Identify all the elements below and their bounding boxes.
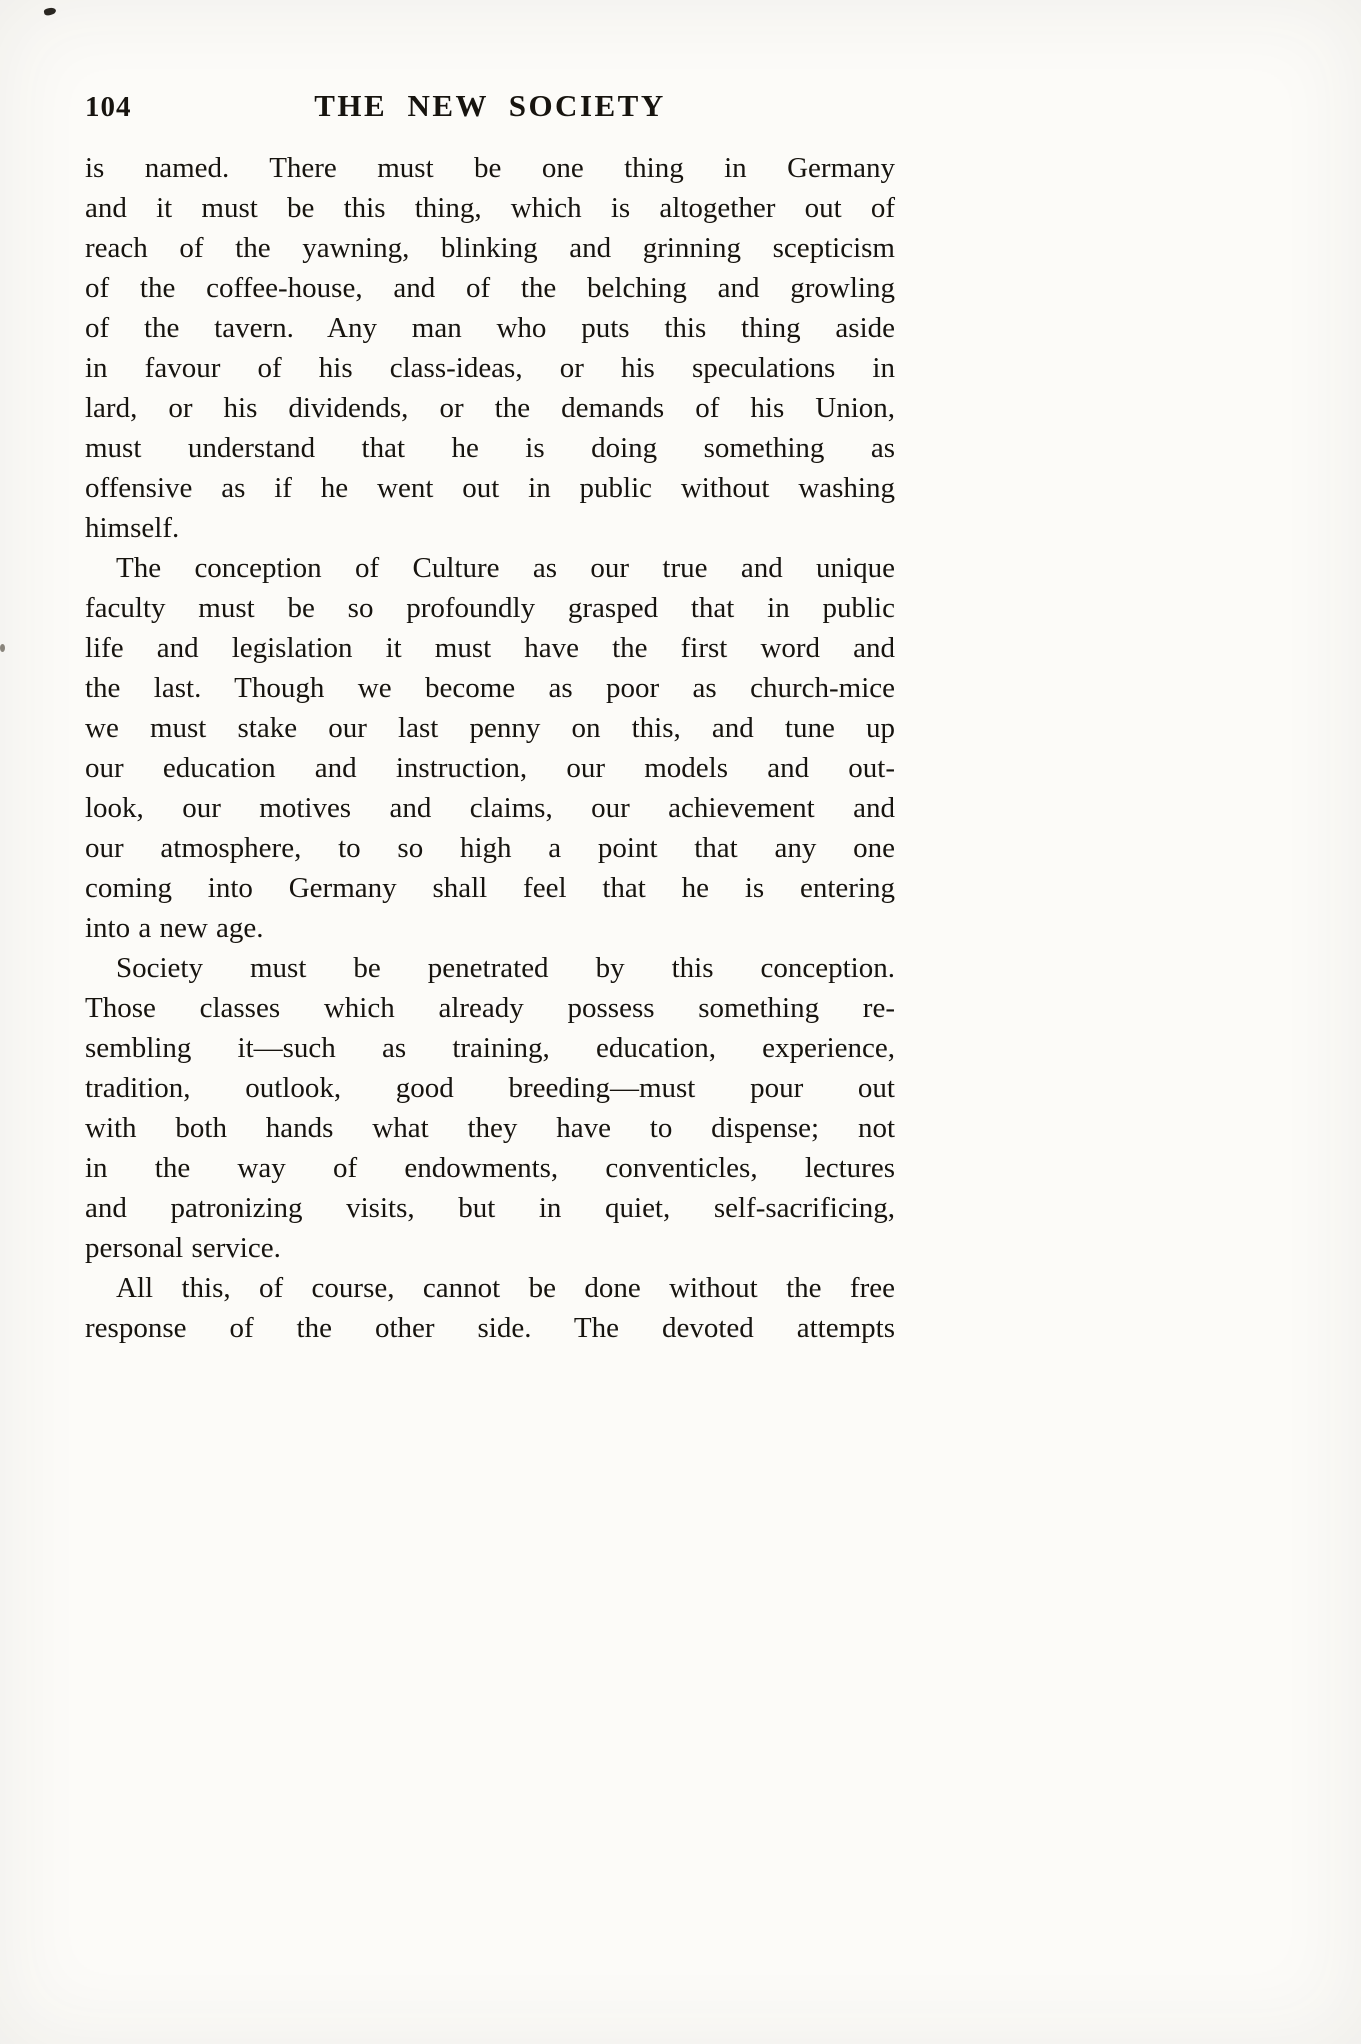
text-line: tradition, outlook, good breeding—must pour out — [85, 1072, 895, 1104]
paragraph — [85, 1268, 895, 1348]
text-block — [85, 148, 895, 1348]
text-line: The conception of Culture as our true and unique — [116, 552, 895, 584]
text-line: of the tavern. Any man who puts this thing aside — [85, 312, 895, 344]
running-title: THE NEW SOCIETY — [314, 88, 666, 123]
text-line: into a new age. — [85, 912, 264, 944]
text-line: our atmosphere, to so high a point that any one — [85, 832, 895, 864]
text-line: in favour of his class-ideas, or his speculations in — [85, 352, 895, 384]
paragraph — [85, 948, 895, 1268]
text-line: sembling it—such as training, education, experience, — [85, 1032, 895, 1064]
text-line: All this, of course, cannot be done without the free — [116, 1272, 895, 1304]
text-line: of the coffee-house, and of the belching and growling — [85, 272, 895, 304]
paragraph — [85, 548, 895, 948]
text-line: himself. — [85, 512, 180, 544]
scan-artifact — [43, 7, 56, 16]
text-line: with both hands what they have to dispense; not — [85, 1112, 895, 1144]
text-line: lard, or his dividends, or the demands of his Union, — [85, 392, 895, 424]
paragraph — [85, 148, 895, 548]
page-number: 104 — [85, 91, 132, 123]
scan-artifact — [0, 644, 5, 652]
text-line: must understand that he is doing something as — [85, 432, 895, 464]
page-header — [85, 88, 895, 124]
text-line: is named. There must be one thing in Germany — [85, 152, 895, 184]
text-line: Society must be penetrated by this conception. — [116, 952, 895, 984]
text-line: and it must be this thing, which is altogether out of — [85, 192, 895, 224]
text-line: and patronizing visits, but in quiet, self-sacrificing, — [85, 1192, 895, 1224]
text-line: life and legislation it must have the first word and — [85, 632, 895, 664]
text-line: offensive as if he went out in public without washing — [85, 472, 895, 504]
text-line: personal service. — [85, 1232, 281, 1264]
text-line: reach of the yawning, blinking and grinning scepticism — [85, 232, 895, 264]
text-line: in the way of endowments, conventicles, lectures — [85, 1152, 895, 1184]
text-line: we must stake our last penny on this, and tune up — [85, 712, 895, 744]
text-line: coming into Germany shall feel that he is entering — [85, 872, 895, 904]
text-line: our education and instruction, our models and out- — [85, 752, 895, 784]
text-line: the last. Though we become as poor as church-mice — [85, 672, 895, 704]
text-line: look, our motives and claims, our achievement and — [85, 792, 895, 824]
text-line: response of the other side. The devoted attempts — [85, 1312, 895, 1344]
text-line: Those classes which already possess something re- — [85, 992, 895, 1024]
text-line: faculty must be so profoundly grasped that in public — [85, 592, 895, 624]
